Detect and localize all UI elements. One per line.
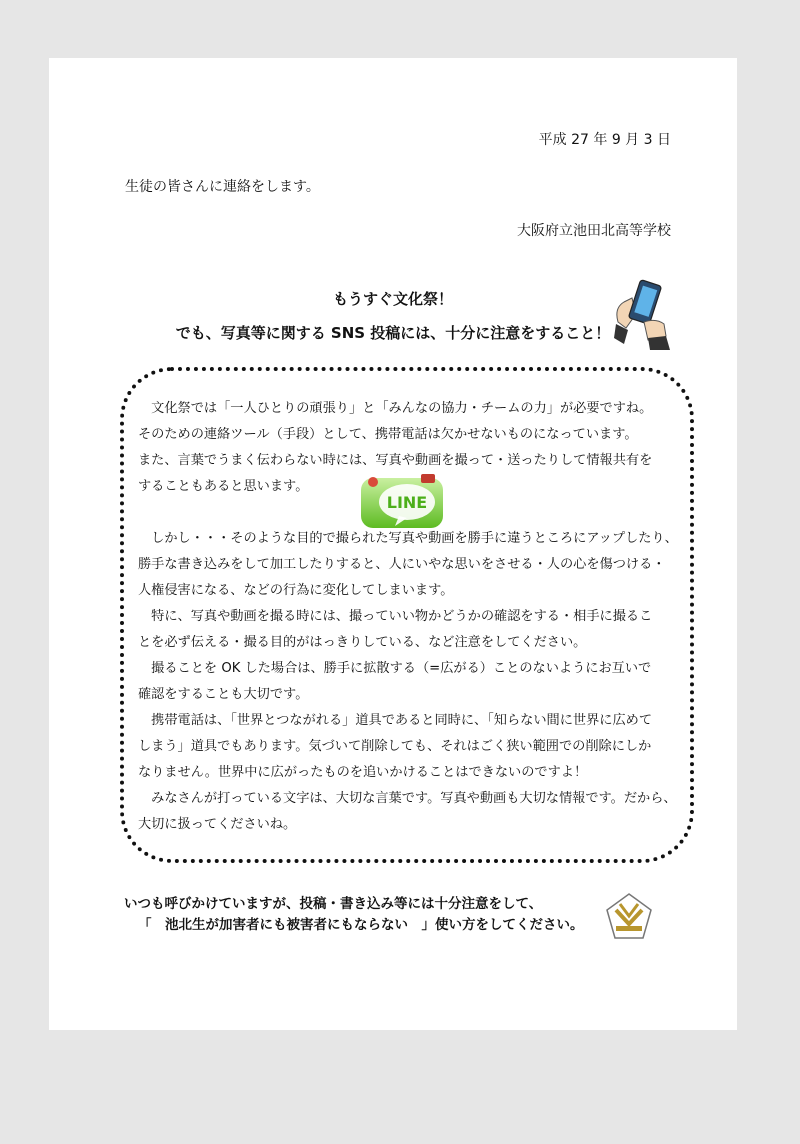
body-line: 人権侵害になる、などの行為に変化してしまいます。 [138,583,454,598]
line-icon-label: LINE [386,493,428,512]
body-line: することもあると思います。 [138,479,309,494]
body-line: しかし・・・そのような目的で撮られた写真や動画を勝手に違うところにアップしたり、 [138,531,678,546]
body-line: なりません。世界中に広がったものを追いかけることはできないのですよ！ [138,765,588,780]
body-line: 携帯電話は、「世界とつながれる」道具であると同時に、「知らない間に世界に広めて [138,713,653,728]
body-line: また、言葉でうまく伝わらない時には、写真や動画を撮って・送ったりして情報共有を [138,453,653,468]
notice-text [124,894,584,936]
body-line: 勝手な書き込みをして加工したりすると、人にいやな思いをさせる・人の心を傷つける・ [138,557,666,572]
body-line: 確認をすることも大切です。 [138,687,309,702]
line-app-icon [359,472,445,534]
body-line: 文化祭では「一人ひとりの頑張り」と「みんなの協力・チームの力」が必要ですね。 [138,401,653,416]
body-line: 撮ることを OK した場合は、勝手に拡散する（=広がる）ことのないようにお互いで [138,661,652,676]
title-line-1: もうすぐ文化祭！ [332,290,453,308]
document-date: 平成 27 年 9 月 3 日 [538,132,671,148]
body-line: 特に、写真や動画を撮る時には、撮っていい物かどうかの確認をする・相手に撮るこ [138,609,653,624]
body-line: とを必ず伝える・撮る目的がはっきりしている、など注意をしてください。 [138,635,587,650]
body-line: みなさんが打っている文字は、大切な言葉です。写真や動画も大切な情報です。だから、 [138,791,677,806]
body-line: しまう」道具でもあります。気づいて削除しても、それはごく狭い範囲での削除にしか [138,739,652,754]
notice-line-2: 「 池北生が加害者にも被害者にもならない 」使い方をしてください。 [138,917,584,933]
body-line: 大切に扱ってくださいね。 [138,817,297,832]
message-body [138,396,678,838]
body-line: そのための連絡ツール（手段）として、携帯電話は欠かせないものになっています。 [138,427,638,442]
school-name: 大阪府立池田北高等学校 [517,223,671,239]
document-page [49,58,737,1030]
school-emblem-icon [604,892,654,942]
greeting-text: 生徒の皆さんに連絡をします。 [125,179,320,195]
smartphone-hand-icon [614,278,672,350]
notice-line-1: いつも呼びかけていますが、投稿・書き込み等には十分注意をして、 [124,896,543,912]
title-line-2: でも、写真等に関する SNS 投稿には、十分に注意をすること！ [175,324,611,342]
